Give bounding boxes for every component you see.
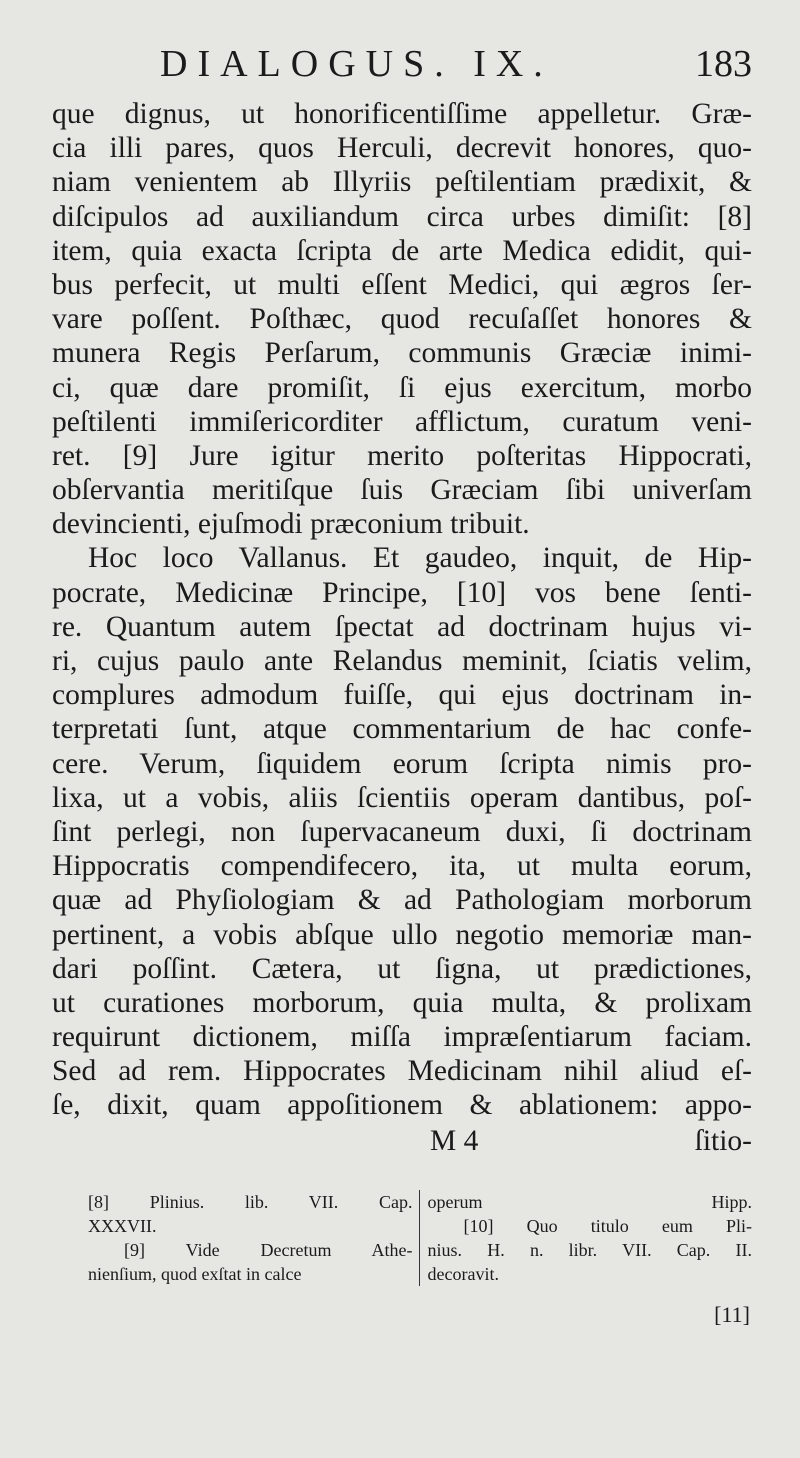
footnote-line: [8] Plinius. lib. VII. Cap. [88, 1192, 413, 1212]
footnote-line: decoravit. [427, 1264, 499, 1284]
footnotes-right-column [420, 1190, 753, 1286]
text-line: ut curationes morborum, quia multa, & prolixam [52, 986, 752, 1019]
text-line: terpretati ſunt, atque commentarium de hac confe- [52, 713, 752, 746]
text-line: quæ ad Phyſiologiam & ad Pathologiam morborum [52, 884, 752, 917]
catchword: ſitio- [694, 1124, 752, 1157]
text-line: Hippocratis compendifecero, ita, ut multa eorum, [52, 850, 752, 883]
text-line: ci, quæ dare promiſit, ſi ejus exercitum, morbo [52, 371, 752, 404]
footnote-line: nius. H. n. libr. VII. Cap. II. [427, 1240, 752, 1260]
text-line: re. Quantum autem ſpectat ad doctrinam hujus vi- [52, 610, 752, 643]
signature-mark: M 4 [430, 1124, 479, 1157]
text-line: cia illi pares, quos Herculi, decrevit honores, quo- [52, 132, 752, 165]
text-line: ſint perlegi, non ſupervacaneum duxi, ſi doctrinam [52, 815, 752, 848]
footnote-line: nienſium, quod exſtat in calce [88, 1264, 302, 1284]
text-line: Sed ad rem. Hippocrates Medicinam nihil aliud eſ- [52, 1055, 752, 1088]
text-line: diſcipulos ad auxiliandum circa urbes dimiſit: [8] [52, 200, 752, 233]
text-line: ſe, dixit, quam appoſitionem & ablationem: appo- [52, 1089, 752, 1122]
footnote-line: [10] Quo titulo eum Pli- [463, 1216, 752, 1236]
footer-catchword: [11] [714, 1302, 750, 1327]
text-line: devincienti, ejuſmodi præconium tribuit. [52, 508, 530, 541]
text-line: ret. [9] Jure igitur merito poſteritas Hippocrati, [52, 439, 752, 472]
text-line: requirunt dictionem, miſſa impræſentiarum faciam. [52, 1021, 752, 1054]
text-line: peſtilenti immiſericorditer afflictum, curatum veni- [52, 405, 752, 438]
text-line: item, quia exacta ſcripta de arte Medica edidit, qui- [52, 234, 752, 267]
text-line: cere. Verum, ſiquidem eorum ſcripta nimis pro- [52, 747, 752, 780]
text-line: bus perfecit, ut multi eſſent Medici, qui ægros ſer- [52, 268, 752, 301]
main-text [52, 97, 752, 1159]
footnotes-left-column [88, 1190, 420, 1286]
text-line: ri, cujus paulo ante Relandus meminit, ſciatis velim, [52, 645, 752, 677]
page-header [60, 40, 760, 96]
text-line: dari poſſint. Cætera, ut ſigna, ut prædictiones, [52, 952, 752, 985]
footnotes [88, 1190, 752, 1286]
footnote-line: operum Hipp. [427, 1192, 752, 1212]
page-number: 183 [695, 43, 752, 85]
signature-line [52, 1123, 752, 1159]
text-line: niam venientem ab Illyriis peſtilentiam prædixit, & [52, 166, 752, 199]
text-line: Hoc loco Vallanus. Et gaudeo, inquit, de Hip- [88, 542, 752, 575]
text-line: lixa, ut a vobis, aliis ſcientiis operam dantibus, poſ- [52, 781, 752, 814]
text-line: obſervantia meritiſque ſuis Græciam ſibi univerſam [52, 474, 752, 507]
text-line: vare poſſent. Poſthæc, quod recuſaſſet honores & [52, 303, 752, 336]
text-line: pertinent, a vobis abſque ullo negotio memoriæ man- [52, 918, 752, 951]
text-line: munera Regis Perſarum, communis Græciæ inimi- [52, 337, 752, 370]
running-title: DIALOGUS. IX. [160, 43, 553, 85]
footnote-line: [9] Vide Decretum Athe- [124, 1240, 413, 1260]
footnote-line: XXXVII. [88, 1216, 157, 1236]
text-line: pocrate, Medicinæ Principe, [10] vos bene ſenti- [52, 576, 752, 609]
text-line: complures admodum fuiſſe, qui ejus doctrinam in- [52, 679, 752, 712]
text-line: que dignus, ut honorificentiſſime appelletur. Græ- [52, 98, 752, 130]
